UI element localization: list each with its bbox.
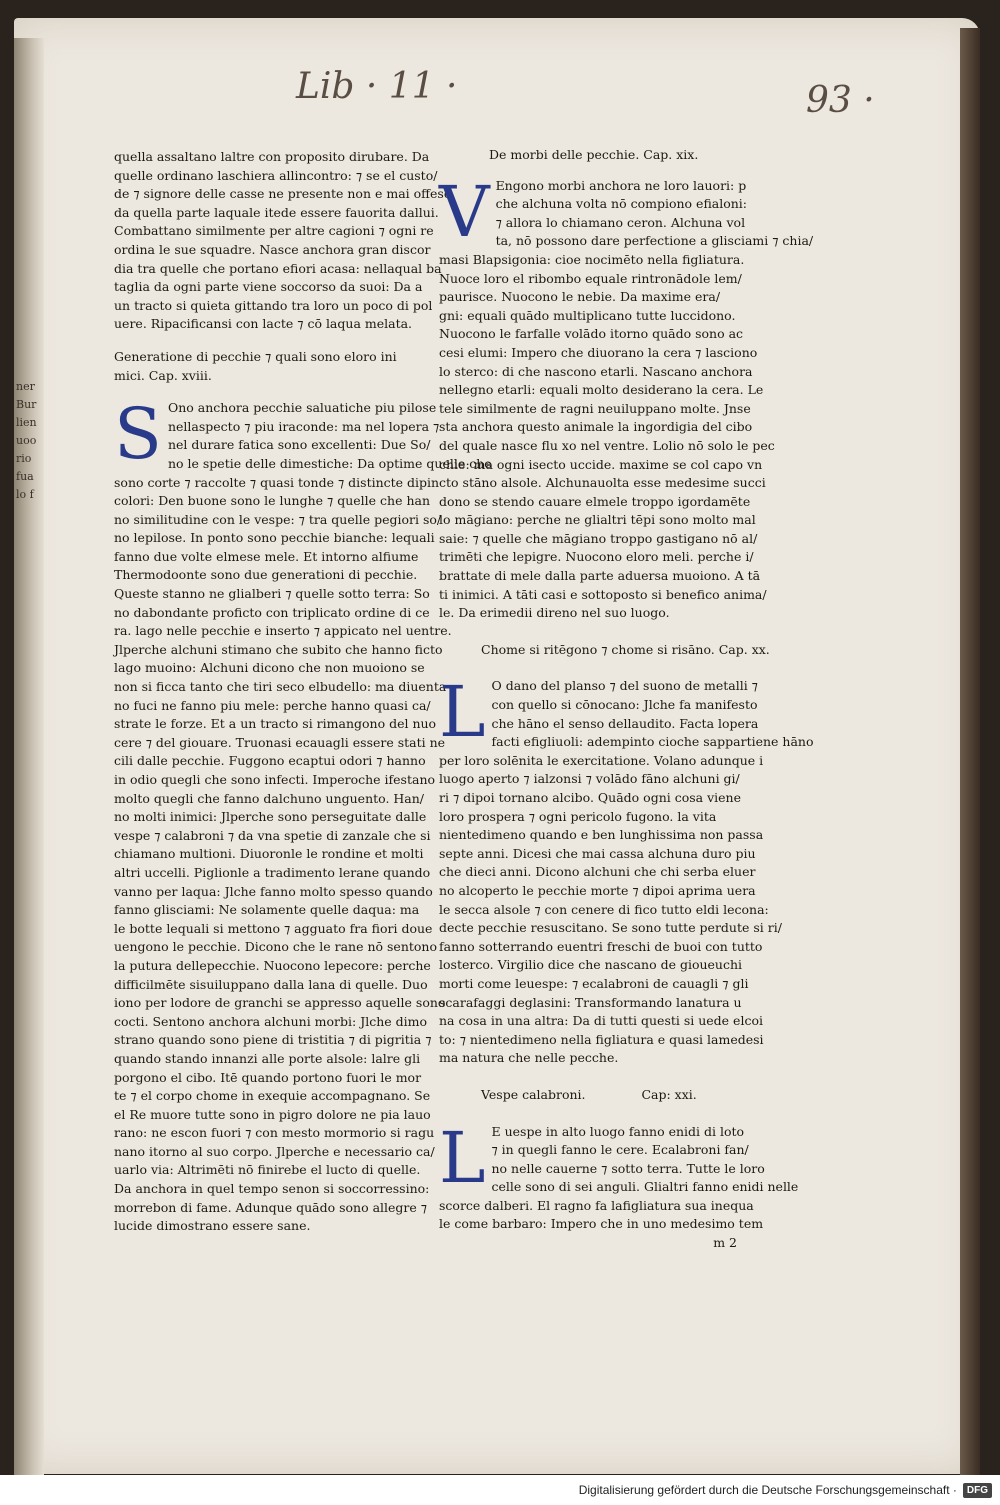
chapter-19-text-line: gni: equali quādo multiplicano tutte luccidono. [439, 307, 736, 323]
chapter-21-text-line: celle sono di sei anguli. Glialtri fanno enidi nelle [491, 1179, 799, 1195]
chapter-19-text-line: nellegno etarli: equali molto desiderano la cera. Le [439, 382, 764, 398]
chapter-18-text-line: Ono anchora pecchie saluatiche piu pilose [167, 400, 437, 416]
chapter-18-text-line: te ⁊ el corpo chome in exequie accompagnano. Se [114, 1088, 431, 1104]
intro-text-line: de ⁊ signore delle casse ne presente non e mai offeso [114, 186, 452, 202]
quire-signature: m 2 [713, 1235, 737, 1251]
chapter-18-text-line: chiamano multioni. Diuoronle le rondine et molti [114, 846, 424, 862]
chapter-18-text-line: nellaspecto ⁊ piu iraconde: ma nel lopera ⁊ [167, 418, 440, 434]
chapter-18-text-line: le botte lequali si mettono ⁊ agguato fra fiori doue [114, 920, 433, 936]
chapter-18-text-line: fanno glisciami: Ne solamente quelle daqua: ma [114, 902, 420, 918]
chapter-18-text-line: lago muoino: Alchuni dicono che non muoiono se [114, 660, 425, 676]
chapter-19-text-line: masi Blapsigonia: cioe nocimēto nella figliatura. [439, 251, 745, 267]
chapter-18-text-line: colori: Den buone sono le lunghe ⁊ quelle che han [114, 493, 431, 509]
chapter-18-text-line: nel durare fatica sono excellenti: Due So/ [167, 437, 431, 453]
intro-text-line: Combattano similmente per altre cagioni ⁊ ogni re [114, 223, 434, 239]
chapter-heading-19: De morbi delle pecchie. Cap. xix. [489, 147, 699, 162]
initial-letter-l-2: L [439, 1116, 486, 1199]
dfg-logo: DFG [963, 1483, 992, 1498]
chapter-19-text-line: lo sterco: di che nascono etarli. Nascano anchora [439, 363, 753, 379]
chapter-21-text-line: scorce dalberi. El ragno fa lafigliatura sua inequa [439, 1197, 754, 1213]
chapter-20-text-line: septe anni. Dicesi che mai cassa alchuna duro piu [439, 845, 756, 861]
chapter-18-text-line: Thermodoonte sono due generationi di pecchie. [114, 567, 418, 583]
chapter-18-text-line: sono corte ⁊ raccolte ⁊ quasi tonde ⁊ distincte dipin [114, 474, 440, 490]
book-page [14, 18, 980, 1474]
chapter-19-text-line: sta anchora questo animale la ingordigia del cibo [439, 419, 753, 435]
digitization-footer [0, 1475, 1000, 1505]
chapter-21-text-line: E uespe in alto luogo fanno enidi di loto [491, 1123, 745, 1139]
chapter-18-text-line: no dabondante proficto con triplicato ordine di ce [114, 604, 430, 620]
intro-text-line: ordina le sue squadre. Nasce anchora gran discor [114, 241, 431, 257]
chapter-18-text-line: altri uccelli. Piglionle a tradimento lerane quando [114, 864, 431, 880]
chapter-18-text-line: cili dalle pecchie. Fuggono ecaptui odori ⁊ hanno [114, 753, 426, 769]
chapter-20-text-line: scarafaggi deglasini: Transformando lanatura u [439, 994, 742, 1010]
chapter-19-text-line: tele similmente de ragni neuiluppano molte. Jnse [439, 400, 751, 416]
chapter-20-text-line: che hāno el senso dellaudito. Facta lopera [491, 715, 759, 731]
chapter-20-text-line: loro prospera ⁊ ogni pericolo fugono. la vita [439, 808, 717, 824]
chapter-heading-18: Generatione di pecchie ⁊ quali sono eloro ini [114, 348, 397, 364]
chapter-20-text-line: le secca alsole ⁊ con cenere di fico tutto eldi lecona: [439, 901, 769, 917]
chapter-19-text-line: trimēti che lepigre. Nuocono eloro meli. perche i/ [439, 549, 754, 565]
chapter-18-text-line: molto quegli che fanno dalchuno unguento. Han/ [114, 790, 425, 806]
chapter-18-text-line: difficilmēte sisuiluppano dalla lana di quelle. Duo [114, 976, 428, 992]
chapter-continuation-text [114, 148, 452, 334]
chapter-19-text-line: che alchuna volta nō compiono efialoni: [495, 196, 748, 212]
chapter-18-text-line: Queste stanno ne glialberi ⁊ quelle sotto terra: So [114, 586, 430, 602]
chapter-18-text-line: in odio quegli che sono infecti. Imperoche ifestano [114, 772, 436, 787]
chapter-19-body [439, 170, 814, 623]
chapter-18-text-line: Da anchora in quel tempo senon si soccorressino: [114, 1181, 430, 1197]
chapter-18-text-line: no lepilose. In ponto sono pecchie bianche: lequali [114, 530, 435, 546]
chapter-20-text-line: per loro solēnita le exercitatione. Volano adunque i [439, 752, 764, 768]
chapter-18-text-line: el Re muore tutte sono in pigro dolore ne pia lauo [114, 1106, 431, 1122]
chapter-18-text-line: Jlperche alchuni stimano che subito che hanno ficto [114, 641, 443, 657]
chapter-21-number: Cap: xxi. [641, 1086, 697, 1102]
chapter-19-text-line: dono se stendo cauare elmele troppo igordamēte [439, 493, 751, 509]
chapter-20-text-line: fanno sotterrando euentri freschi de buoi con tutto [439, 938, 763, 954]
chapter-heading-18-cont: mici. Cap. xviii. [114, 367, 212, 383]
chapter-20-text-line: con quello si cōnocano: Jlche fa manifesto [491, 697, 758, 713]
chapter-18-text-line: morrebon di fame. Adunque quādo sono allegre ⁊ [114, 1199, 427, 1215]
initial-letter-s: S [114, 393, 162, 476]
chapter-18-text-line: rano: ne escon fuori ⁊ con mesto mormorio si ragu [114, 1125, 435, 1141]
chapter-19-text-line: ti inimici. A tāti casi e sottoposto si benefico anima/ [439, 586, 767, 602]
chapter-18-text-line: quando stando innanzi alle porte alsole: lalre gli [114, 1050, 421, 1066]
chapter-20-text-line: facti efigliuoli: adempinto cioche sappartiene hāno [491, 734, 814, 750]
chapter-18-text-line: cere ⁊ del giouare. Truonasi ecauagli essere stati ne [114, 734, 446, 750]
chapter-18-text-line: strano quando sono piene di tristitia ⁊ di pigritia ⁊ [114, 1032, 432, 1048]
chapter-18-text-line: iono per lodore de granchi se appresso aquelle sono [114, 995, 446, 1011]
chapter-20-text-line: ma natura che nelle pecche. [439, 1050, 619, 1066]
chapter-19-text-line: lo māgiano: perche ne glialtri tēpi sono molto mal [439, 512, 756, 528]
chapter-18-text-line: nano itorno al suo corpo. Jlperche e necessario ca/ [114, 1143, 435, 1159]
chapter-18-text-line: cocti. Sentono anchora alchuni morbi: Jlche dimo [114, 1013, 428, 1029]
chapter-heading-21 [439, 1086, 749, 1105]
chapter-20-text-line: to: ⁊ nientedimeno nella figliatura e quasi lamedesi [439, 1031, 764, 1047]
chapter-18-text-line: uarlo via: Altrimēti nō finirebe el lucto di quelle. [114, 1162, 421, 1178]
chapter-18-text-line: ra. lago nelle pecchie e inserto ⁊ appicato nel uentre. [114, 623, 452, 639]
chapter-19-text-line: saie: ⁊ quelle che māgiano troppo gastigano nō al/ [439, 530, 758, 546]
initial-letter-v: V [439, 170, 490, 253]
handwritten-book-mark: Lib · 11 · [296, 66, 458, 107]
previous-page-edge [14, 38, 44, 1478]
intro-text-line: quelle ordinano laschiera allincontro: ⁊ se el custo/ [114, 167, 438, 183]
chapter-18-text-line: la putura dellepecchie. Nuocono lepecore: perche [114, 957, 431, 973]
handwritten-page-number: 93 · [806, 80, 875, 121]
initial-letter-l: L [439, 671, 486, 754]
chapter-19-text-line: ta, nō possono dare perfectione a glisciami ⁊ chia/ [495, 233, 814, 249]
book-edge [960, 28, 980, 1488]
chapter-18-text-line: fanno due volte elmese mele. Et intorno alfiume [114, 548, 419, 564]
left-text-column [114, 148, 492, 1236]
chapter-18-text-line: vespe ⁊ calabroni ⁊ da vna spetie di zanzale che si [114, 827, 431, 843]
right-text-column [439, 146, 814, 1253]
chapter-21-text-line: ⁊ in quegli fanno le cere. Ecalabroni fan/ [491, 1142, 749, 1158]
footer-credit-text: Digitalisierung gefördert durch die Deutsche Forschungsgemeinschaft · [578, 1483, 957, 1497]
chapter-19-text-line: paurisce. Nuocono le nebie. Da maxime era/ [439, 289, 721, 305]
chapter-21-text-line: no nelle cauerne ⁊ sotto terra. Tutte le loro [491, 1160, 765, 1176]
chapter-20-text-line: morti come leuespe: ⁊ ecalabroni de cauagli ⁊ gli [439, 975, 749, 991]
chapter-19-text-line: cto stāno alsole. Alchunauolta esse medesime succi [439, 475, 766, 491]
chapter-heading-20: Chome si ritēgono ⁊ chome si risāno. Cap. xx. [481, 641, 770, 657]
chapter-19-text-line: Nuocono le farfalle volādo itorno quādo sono ac [439, 326, 744, 342]
chapter-20-text-line: nientedimeno quando e ben lunghissima non passa [439, 827, 764, 843]
chapter-18-text-line: no similitudine con le vespe: ⁊ tra quelle pegiori so/ [114, 511, 442, 527]
chapter-18-body [114, 393, 492, 1236]
chapter-18-text-line: vanno per laqua: Jlche fanno molto spesso quando [114, 883, 433, 899]
chapter-18-text-line: no le spetie delle dimestiche: Da optime quelle che [167, 455, 492, 471]
intro-text-line: dia tra quelle che portano efiori acasa: nellaqual ba [114, 260, 442, 276]
chapter-18-text-line: porgono el cibo. Itē quando portono fuori le mor [114, 1069, 422, 1085]
chapter-20-text-line: luogo aperto ⁊ ialzonsi ⁊ volādo fāno alchuni gi/ [439, 771, 740, 787]
chapter-20-text-line: losterco. Virgilio dice che nascano de gioueuchi [439, 957, 743, 973]
chapter-20-text-line: che dieci anni. Dicono alchuni che chi serba eluer [439, 864, 756, 880]
chapter-20-text-line: decte pecchie resuscitano. Se sono tutte perdute si ri/ [439, 920, 782, 936]
chapter-19-text-line: brattate di mele dalla parte aduersa muoiono. A tā [439, 568, 761, 584]
chapter-18-text-line: strate le forze. Et a un tracto si rimangono del nuo [114, 716, 437, 732]
chapter-19-text-line: chie: ma ogni isecto uccide. maxime se col capo vn [439, 456, 763, 472]
margin-fragments: ner Bur lien uoo rio fua lo f [16, 380, 37, 501]
chapter-18-text-line: no fuci ne fanno piu mele: perche hanno quasi ca/ [114, 697, 431, 713]
chapter-19-text-line: cesi elumi: Impero che diuorano la cera ⁊ lasciono [439, 344, 758, 360]
intro-text-line: uere. Ripacificansi con lacte ⁊ cō laqua melata. [114, 316, 413, 332]
chapter-18-text-line: non si ficca tanto che tiri seco elbudello: ma diuenta [114, 679, 447, 695]
chapter-21-body [439, 1116, 799, 1235]
chapter-18-text-line: lucide dimostrano essere sane. [114, 1218, 311, 1234]
chapter-20-text-line: O dano del planso ⁊ del suono de metalli ⁊ [491, 678, 758, 694]
chapter-19-text-line: le. Da erimedii direno nel suo luogo. [439, 605, 670, 621]
chapter-20-text-line: no alcoperto le pecchie morte ⁊ dipoi aprima uera [439, 882, 756, 898]
chapter-19-text-line: Engono morbi anchora ne loro lauori: p [495, 177, 747, 193]
chapter-20-text-line: na cosa in una altra: Da di tutti questi si uede elcoi [439, 1013, 763, 1029]
chapter-19-text-line: ⁊ allora lo chiamano ceron. Alchuna vol [495, 214, 746, 230]
chapter-20-body [439, 671, 814, 1067]
chapter-21-text-line: le come barbaro: Impero che in uno medesimo tem [439, 1216, 764, 1232]
chapter-18-text-line: no molti inimici: Jlperche sono perseguitate dalle [114, 809, 427, 825]
intro-text-line: da quella parte laquale itede essere fauorita dallui. [114, 204, 439, 220]
chapter-19-text-line: Nuoce loro el ribombo equale rintronādole lem/ [439, 270, 742, 286]
chapter-19-text-line: del quale nasce flu xo nel ventre. Lolio nō solo le pec [439, 437, 775, 453]
intro-text-line: taglia da ogni parte viene soccorso da suoi: Da a [114, 279, 423, 295]
intro-text-line: quella assaltano laltre con proposito dirubare. Da [114, 149, 430, 164]
chapter-18-text-line: uengono le pecchie. Dicono che le rane nō sentono [114, 939, 438, 955]
intro-text-line: un tracto si quieta gittando tra loro un poco di pol [114, 297, 433, 313]
chapter-21-title: Vespe calabroni. [481, 1086, 586, 1102]
chapter-20-text-line: ri ⁊ dipoi tornano alcibo. Quādo ogni cosa viene [439, 790, 741, 805]
